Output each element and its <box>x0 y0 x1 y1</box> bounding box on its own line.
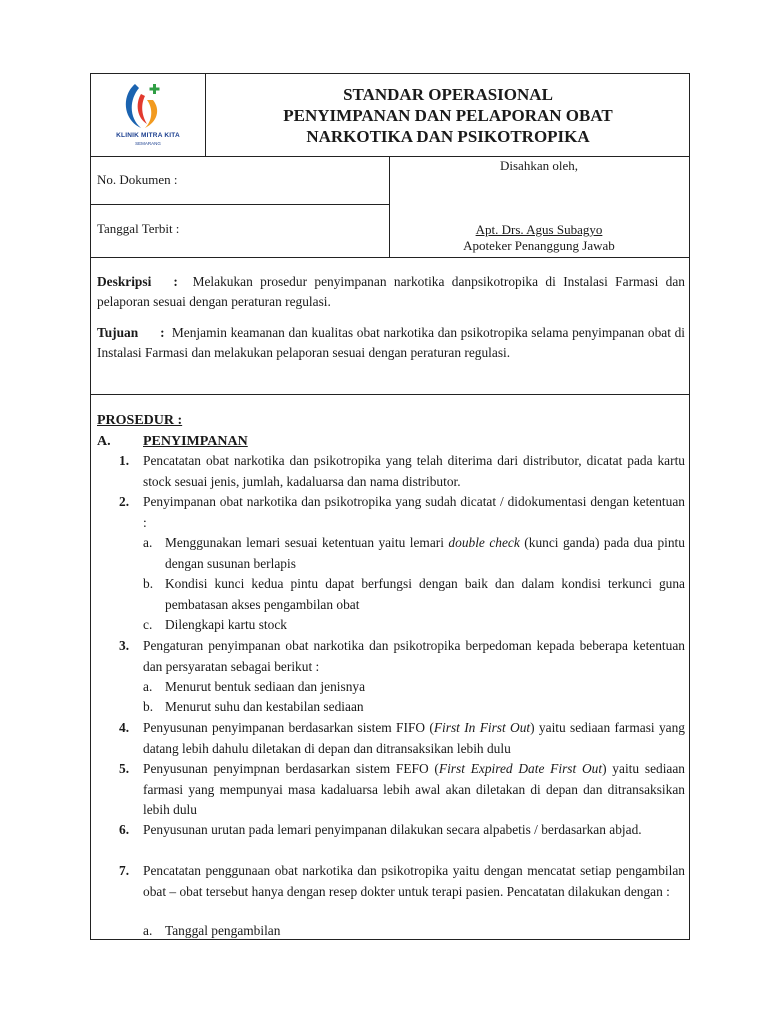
procedure-item-3a: Menurut bentuk sediaan dan jenisnya <box>165 679 366 694</box>
title-line-3: NARKOTIKA DAN PSIKOTROPIKA <box>306 127 590 146</box>
goal-text: Menjamin keamanan dan kualitas obat narkotika dan psikotropika selama penyimpanan obat di Instalasi Farmasi dan melakukan pelaporan sesuai dengan peraturan regulasi. <box>97 325 686 360</box>
meta-bottom-rule <box>91 257 689 258</box>
goal-colon: : <box>160 325 165 340</box>
meta-middle-rule <box>91 204 389 205</box>
item-number: 2. <box>119 494 130 509</box>
approver-name: Apt. Drs. Agus Subagyo <box>475 222 603 237</box>
procedure-item-2c: Dilengkapi kartu stock <box>165 617 287 632</box>
procedure-item-4 <box>143 718 685 759</box>
description-label: Deskripsi <box>97 274 152 289</box>
clinic-logo <box>95 78 201 154</box>
sub-letter: b. <box>143 576 154 591</box>
sop-document <box>90 73 690 940</box>
item-text: Penyusunan penyimpanan berdasarkan sistem FIFO ( <box>143 720 434 735</box>
procedure-item-6: Penyusunan urutan pada lemari penyimpanan dilakukan secara alpabetis / berdasarkan abjad. <box>143 822 642 837</box>
issue-date-label: Tanggal Terbit : <box>97 221 180 236</box>
goal-paragraph <box>97 323 685 363</box>
sub-letter: a. <box>143 679 153 694</box>
sub-letter: a. <box>143 535 153 550</box>
procedure-item-2: Penyimpanan obat narkotika dan psikotropika yang sudah dicatat / didokumentasi dengan ketentuan : <box>143 494 685 530</box>
item-text-post: ) yaitu sediaan farmasi yang mempunyai masa kadaluarsa lebih awal akan diletakan di depan dan ditransaksikan lebih dulu <box>143 761 686 817</box>
description-paragraph <box>97 272 685 312</box>
procedure-heading: PROSEDUR : <box>97 413 183 428</box>
procedure-item-1: Pencatatan obat narkotika dan psikotropika yang telah diterima dari distributor, dicatat pada kartu stock sesuai jenis, jumlah, kadaluarsa dan nama distributor. <box>143 453 685 489</box>
procedure-item-3b: Menurut suhu dan kestabilan sediaan <box>165 699 364 714</box>
procedure-item-7a: Tanggal pengambilan <box>165 923 281 938</box>
item-text: Penyusunan penyimpnan berdasarkan sistem FEFO ( <box>143 761 439 776</box>
item-emphasis: First In First Out <box>433 720 531 735</box>
doc-number-label: No. Dokumen : <box>97 172 178 187</box>
item-number: 6. <box>119 822 130 837</box>
item-emphasis: First Expired Date First Out <box>438 761 603 776</box>
section-title: PENYIMPANAN <box>143 434 248 449</box>
item-number: 5. <box>119 761 130 776</box>
sub-text-post: (kunci ganda) pada dua pintu dengan susunan berlapis <box>165 535 685 571</box>
sub-letter: b. <box>143 699 154 714</box>
title-line-1: STANDAR OPERASIONAL <box>343 85 553 104</box>
sub-letter: a. <box>143 923 153 938</box>
section-letter: A. <box>97 434 111 449</box>
item-text-post: ) yaitu sediaan farmasi yang datang lebih dahulu diletakan di depan dan ditransaksikan lebih dulu <box>143 720 686 756</box>
procedure-item-7: Pencatatan penggunaan obat narkotika dan psikotropika yaitu dengan mencatat setiap pengambilan obat – obat tersebut hanya dengan resep dokter untuk terapi pasien. Pencatatan dilakukan dengan : <box>143 863 685 899</box>
approved-by-label: Disahkan oleh, <box>500 158 578 173</box>
procedure-item-3: Pengaturan penyimpanan obat narkotika dan psikotropika berpedoman kepada beberapa ketentuan dan persyaratan sebagai berikut : <box>143 638 685 674</box>
document-title <box>206 84 690 147</box>
clinic-logo-name: KLINIK MITRA KITA <box>116 132 180 139</box>
procedure-item-2b: Kondisi kunci kedua pintu dapat berfungsi dengan baik dan dalam kondisi terkunci guna pembatasan akses pengambilan obat <box>165 576 685 612</box>
sub-text: Menggunakan lemari sesuai ketentuan yaitu lemari <box>165 535 449 550</box>
header-bottom-rule <box>91 156 689 157</box>
procedure-item-2a <box>165 533 685 574</box>
item-number: 7. <box>119 863 130 878</box>
approver-role: Apoteker Penanggung Jawab <box>463 238 615 253</box>
procedure-item-5 <box>143 759 685 821</box>
description-text: Melakukan prosedur penyimpanan narkotika danpsikotropika di Instalasi Farmasi dan pelaporan sesuai dengan peraturan regulasi. <box>97 274 686 309</box>
sub-emphasis: double check <box>448 535 520 550</box>
description-colon: : <box>173 274 178 289</box>
description-bottom-rule <box>91 394 689 395</box>
sub-letter: c. <box>143 617 153 632</box>
item-number: 1. <box>119 453 130 468</box>
item-number: 3. <box>119 638 130 653</box>
clinic-logo-city: SEMARANG <box>135 141 161 146</box>
title-line-2: PENYIMPANAN DAN PELAPORAN OBAT <box>283 106 613 125</box>
item-number: 4. <box>119 720 130 735</box>
goal-label: Tujuan <box>97 325 139 340</box>
